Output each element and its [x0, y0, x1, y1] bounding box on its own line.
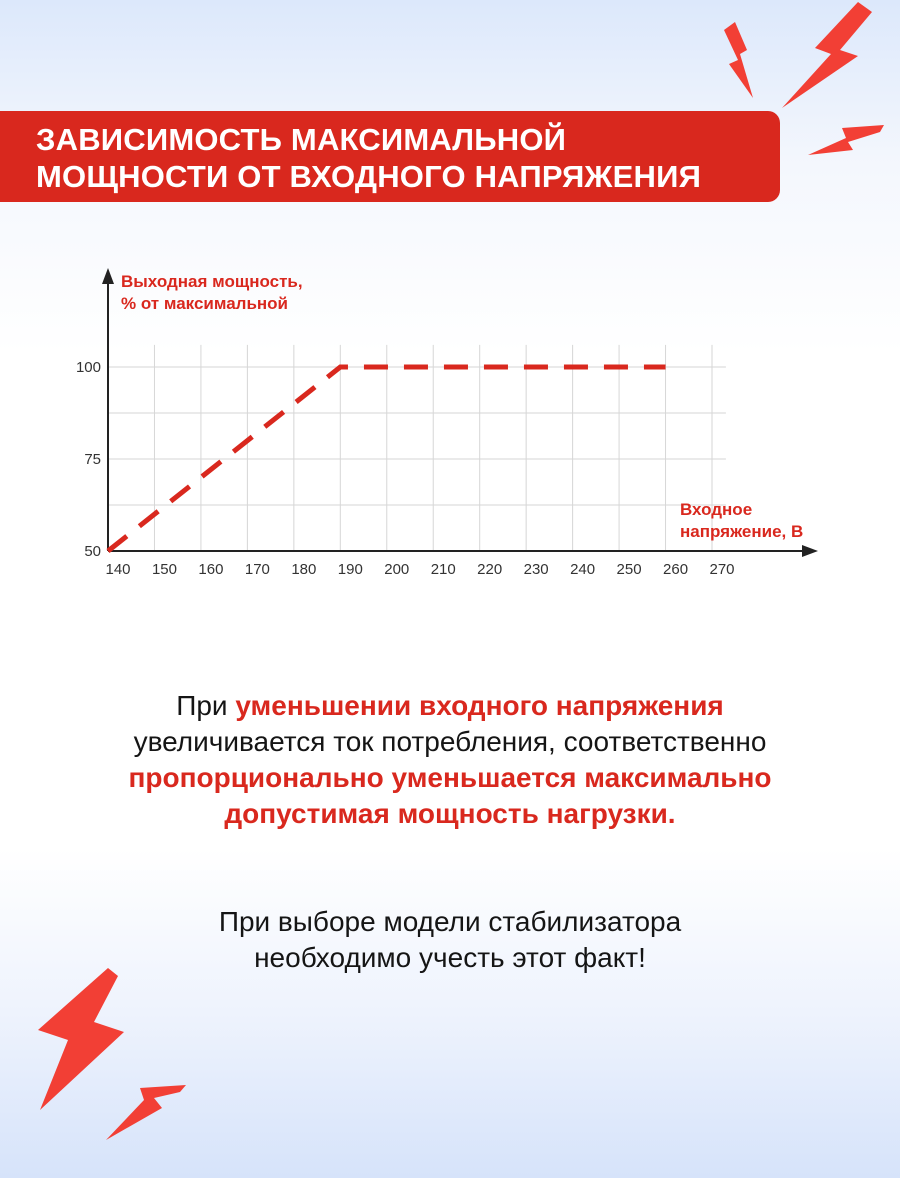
- y-tick-labels: [76, 359, 101, 560]
- x-tick-label: 160: [198, 561, 224, 578]
- p2-line-2: необходимо учесть этот факт!: [254, 942, 646, 973]
- p1-line-4: допустимая мощность нагрузки.: [224, 798, 676, 829]
- p1-line-3: пропорционально уменьшается максимально: [128, 762, 772, 793]
- x-tick-label: 240: [570, 561, 596, 578]
- page-title-line-2: МОЩНОСТИ ОТ ВХОДНОГО НАПРЯЖЕНИЯ: [36, 159, 702, 194]
- y-axis-arrow-icon: [102, 268, 114, 284]
- p1-text: При: [176, 690, 236, 721]
- x-tick-label: 150: [151, 561, 177, 578]
- x-tick-label: 200: [384, 561, 410, 578]
- x-tick-label: 180: [291, 561, 317, 578]
- x-tick-label: 170: [244, 561, 270, 578]
- p1-highlight: уменьшении входного напряжения: [235, 690, 724, 721]
- chart-grid: [108, 345, 726, 551]
- lightning-bolt-icon: [106, 1085, 186, 1140]
- x-axis-label-line-2: напряжение, В: [680, 522, 804, 541]
- x-tick-label: 220: [477, 561, 503, 578]
- x-tick-label: 270: [709, 561, 735, 578]
- x-tick-label: 190: [337, 561, 363, 578]
- page-title-line-1: ЗАВИСИМОСТЬ МАКСИМАЛЬНОЙ: [36, 122, 567, 157]
- y-axis-label-line-2: % от максимальной: [121, 294, 289, 313]
- x-axis-arrow-icon: [802, 545, 818, 557]
- x-tick-label: 260: [663, 561, 689, 578]
- y-tick-label: 100: [75, 359, 101, 376]
- x-tick-label: 230: [523, 561, 549, 578]
- conclusion-paragraph: [50, 904, 850, 976]
- x-tick-label: 210: [430, 561, 456, 578]
- x-tick-labels: [105, 561, 734, 578]
- x-axis-label-line-1: Входное: [680, 500, 753, 519]
- x-tick-label: 250: [616, 561, 642, 578]
- p1-line-2: увеличивается ток потребления, соответственно: [133, 726, 767, 757]
- y-axis-label-line-1: Выходная мощность,: [121, 272, 303, 291]
- y-tick-label: 75: [84, 451, 101, 468]
- x-tick-label: 140: [105, 561, 131, 578]
- explanation-paragraph: [50, 688, 850, 832]
- p2-line-1: При выборе модели стабилизатора: [218, 906, 682, 937]
- y-tick-label: 50: [84, 543, 101, 560]
- lightning-bolt-icon: [38, 968, 124, 1110]
